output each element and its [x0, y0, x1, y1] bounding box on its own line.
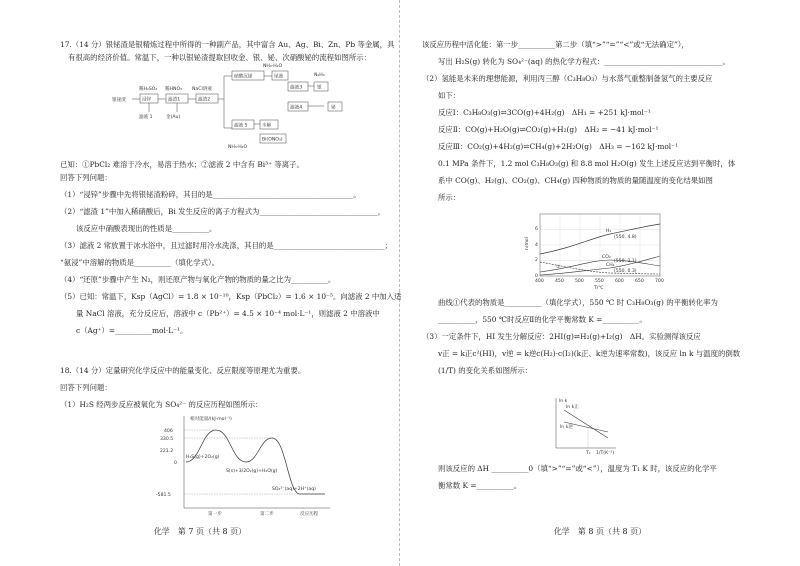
flow-filtrate4: 滤液4: [290, 105, 303, 111]
energy-profile-diagram: [150, 412, 340, 516]
right-line7: 所示：: [438, 193, 461, 202]
point-co2: (550, 2.1): [614, 259, 637, 264]
label-h2: H₂: [606, 229, 612, 234]
flow-au: 金(Au): [166, 115, 181, 120]
flow-silver: 银: [317, 85, 322, 91]
energy-step2: 第二步: [260, 512, 274, 517]
flow-filtrate1: 滤液 1: [139, 115, 153, 120]
q17-intro: 回答下列问题：: [60, 173, 112, 182]
q17-part5a: （5）已知：常温下，Ksp（AgCl）= 1.8 × 10⁻¹⁰，Ksp（PbCl₂）= 1.6 × 10⁻⁵。向滤液 2 中加入适: [60, 292, 402, 301]
lnk-t1: T₁: [586, 451, 591, 456]
flow-filtrate3: 滤液3: [290, 85, 303, 91]
energy-level-406: 406: [164, 429, 173, 434]
energy-level-neg: -581.5: [156, 493, 171, 498]
chart-xtick-550: 550: [595, 279, 604, 284]
flow-n2h4: N₂H₄: [314, 73, 325, 78]
q17-part4: （4）“还原”步骤中产生 N₂，则还原产物与氧化产物的物质的量之比为__________。: [60, 275, 336, 284]
chart-xtick-600: 600: [615, 279, 624, 284]
reaction-3: 反应Ⅲ：CO₂(g)+4H₂(g)⇌CH₄(g)+2H₂O(g) ΔH₃ = −162 kJ·mol⁻¹: [438, 142, 679, 151]
q18-part1: （1）H₂S 经两步反应被氧化为 SO₄²⁻ 的反应历程如图所示：: [60, 400, 263, 409]
flow-raw: 银铋渣: [112, 98, 126, 103]
flow-filtrate5: 滤液 5: [234, 123, 248, 129]
right-line5: 0.1 MPa 条件下，1.2 mol C₃H₈O₃(g) 和 8.8 mol H₂O(g) 发生上述反应达到平衡时，体: [438, 159, 736, 168]
energy-level-3305: 330.5: [160, 437, 174, 442]
right-line2: 写出 H₂S(g) 转化为 SO₄²⁻(aq) 的热化学方程式：________________________________。: [438, 57, 730, 66]
chart-xtick-500: 500: [575, 279, 584, 284]
label-curve1: ①: [556, 265, 561, 270]
lnk-ylabel: ln k: [559, 399, 568, 404]
point-h2: (550, 4.8): [614, 235, 637, 240]
lnk-line-kf: [564, 410, 608, 438]
process-flow-diagram: [110, 64, 370, 152]
flow-hydrolysis: 水解: [262, 123, 272, 129]
chart-xtick-450: 450: [555, 279, 564, 284]
right-line13: 则该反应的 ΔH __________0（填“>”“=”或“<”），温度为 T₁ K 时，该反应的化学平: [438, 464, 717, 473]
energy-state2: S(s)+3/2O₂(g)+H₂O(g): [226, 469, 278, 474]
q17-part1: （1）“浸锌”步骤中先将银铋渣粉碎，其目的是______________________________________。: [60, 190, 361, 199]
right-text-top: [422, 38, 774, 204]
right-line1: 该反应历程中活化能：第一步__________第二步（填“>”“=”“<”或“无法确定”），: [422, 40, 689, 49]
right-footer: 化学 第 8 页（共 8 页）: [553, 527, 647, 536]
label-ch4: CH₄: [606, 263, 615, 268]
flow-step-dissolve: 浸锌: [142, 97, 152, 103]
flow-bionos: Bi(ONO₃): [262, 137, 283, 143]
right-text-mid: [422, 296, 774, 377]
q17-part3a: （3）滤液 2 常放置于冰水浴中，且过滤时用冷水洗涤，其目的是______________________________；: [60, 241, 392, 250]
lnk-xlabel: 1/T(K⁻¹): [596, 451, 615, 456]
chart-ytick-2: 2: [535, 258, 538, 263]
right-line9: __________，550 ℃时反应Ⅱ的化学平衡常数 K =__________。: [438, 315, 647, 324]
right-page: [400, 0, 800, 566]
q17-note: 已知：①PbCl₂ 难溶于冷水，易溶于热水；②滤液 2 中含有 Bi³⁺ 等离子。: [60, 160, 304, 169]
q17-body: [60, 158, 402, 337]
right-line14: 衡常数 K =__________。: [438, 481, 521, 490]
flow-step-filter2: 滤渣2: [198, 97, 211, 103]
chart-xlabel: T/℃: [594, 286, 604, 291]
flow-nh3-2: NH₃·H₂O: [228, 145, 248, 150]
q18-intro: 回答下列问题：: [60, 383, 112, 392]
q17-part2b: 该反应中硝酸表现出的性质是__________。: [76, 224, 217, 233]
right-line8: 曲线①代表的物质是__________（填化学式），550 ℃ 时 C₃H₈O₃(g) 的平衡转化率为: [438, 298, 718, 307]
chart-xtick-400: 400: [535, 279, 544, 284]
flow-reagent1: 稀H₂SO₄: [139, 87, 158, 92]
right-text-bottom: [422, 462, 774, 492]
q17-part5b: 量 NaCl 溶液，充分反应后，溶液中 c（Pb²⁺）= 4.5 × 10⁻⁴ mol·L⁻¹，则滤液 2 中溶液中: [76, 309, 380, 318]
flow-reagent2: 稀HNO₃: [165, 87, 182, 92]
q17-line1: 17.（14 分）银铋渣是银精炼过程中所得的一种副产品，其中富含 Au、Ag、Bi、Zn、Pb 等金属，具: [60, 40, 395, 49]
flow-nh3: NH₃·H₂O: [263, 64, 283, 69]
right-line6: 系中 CO(g)、H₂(g)、CO₂(g)、CH₄(g) 四种物质的物质的量随温度的变化结果如图: [438, 176, 713, 185]
q18-line1: 18.（14 分）定量研究化学反应中的能量变化、反应限度等原理尤为重要。: [60, 366, 306, 375]
reaction-1: 反应Ⅰ：C₃H₈O₃(g)⇌3CO(g)+4H₂(g) ΔH₁ = +251 kJ·mol⁻¹: [438, 108, 651, 117]
energy-curve: [186, 430, 325, 494]
label-co2: CO₂: [602, 255, 611, 260]
equilibrium-chart: [522, 210, 672, 290]
q17-line2: 有很高的经济价值。常温下，一种以银铋渣提取回收金、银、铋、次硝酸铋的流程如图所示：: [68, 53, 372, 62]
chart-xtick-700: 700: [655, 279, 664, 284]
chart-ytick-6: 6: [535, 227, 538, 232]
lnk-kf-label: ln k正: [566, 405, 579, 410]
q17-part2a: （2）“滤渣 1”中加入稀硝酸后，Bi 发生反应的离子方程式为________________________________，: [60, 207, 386, 216]
question-17: [60, 38, 395, 64]
energy-level-2212: 221.2: [160, 449, 174, 454]
energy-xlabel: 反应历程: [300, 512, 319, 517]
chart-ytick-4: 4: [535, 243, 538, 248]
right-line11: v正 = k正c²(HI)，v逆 = k逆c(H₂)·c(I₂)(k正、k逆为速率常数)，该反应 ln k 与温度的倒数: [438, 349, 741, 358]
right-line10: （3）一定条件下，HI 发生分解反应：2HI(g)⇌H₂(g)+I₂(g) ΔH。实验测得该反应: [422, 332, 701, 341]
right-line4: 如下：: [438, 91, 461, 100]
chart-ytick-0: 0: [535, 274, 538, 279]
flow-step-filter1: 滤渣1: [168, 97, 181, 103]
energy-state3: SO₄²⁻(aq)+2H⁺(aq): [272, 487, 316, 492]
energy-state1: H₂S(g)+2O₂(g): [186, 455, 220, 460]
question-18: [60, 364, 382, 411]
q17-part3b: “氨浸”中溶解的物质是__________（填化学式）。: [60, 258, 220, 267]
reaction-2: 反应Ⅱ：CO(g)+H₂O(g)⇌CO₂(g)+H₂(g) ΔH₂ = −41 kJ·mol⁻¹: [438, 125, 659, 134]
energy-ylabel: 相对能量/(kJ·mol⁻¹): [190, 417, 232, 422]
flow-step-tail: 尾液: [274, 74, 284, 80]
right-line12: (1/T) 的变化关系如图所示：: [438, 366, 533, 375]
flow-reagent3: NaCl溶液: [192, 87, 212, 92]
lnk-chart: [550, 396, 620, 456]
chart-ylabel: n/mol: [525, 236, 530, 250]
flow-bi: 铋: [331, 105, 336, 111]
flow-step-nitrate: 硝酸沉铋: [234, 74, 253, 80]
lnk-kr-label: ln k逆: [560, 425, 573, 430]
point-ch4: (550, 0.3): [614, 269, 637, 274]
chart-xtick-650: 650: [635, 279, 644, 284]
right-line3: （2）氢能是未来的理想能源，利用丙三醇（C₃H₈O₃）与水蒸气重整制备氢气的主要反应: [422, 74, 713, 83]
energy-step1: 第一步: [208, 512, 222, 517]
q17-part5c: c（Ag⁺）=__________mol·L⁻¹。: [76, 326, 188, 335]
energy-level-0: 0: [174, 461, 177, 466]
left-footer: 化学 第 7 页（共 8 页）: [153, 527, 247, 536]
